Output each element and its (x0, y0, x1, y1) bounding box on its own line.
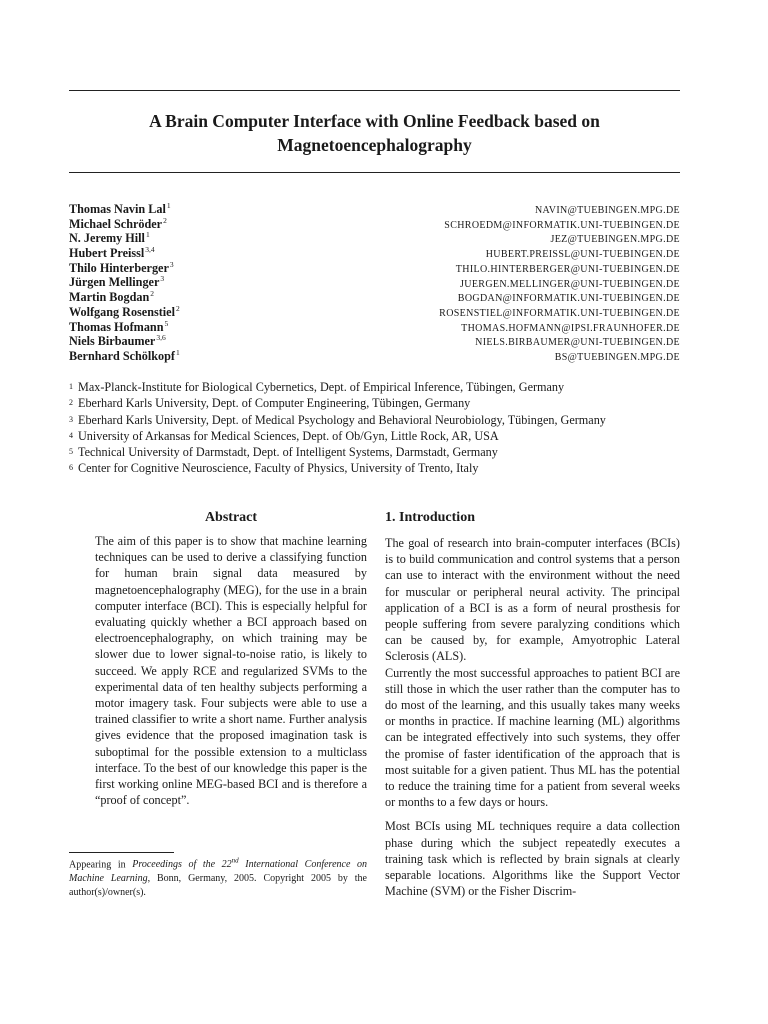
intro-paragraph-2: Currently the most successful approaches to patient BCI are still those in which the user rather than the computer has to do most of the learning, and this usually takes many weeks or months in practice. If machine learning (ML) algorithms can be integrated effectively into such systems, they offer the promise of faster identification of the approach that is most suitable for a given patient. Thus ML has the potential to reduce the training time for a patient from several weeks or months to a few days or hours. (385, 665, 680, 810)
affiliation-number: 5 (69, 447, 73, 457)
author-name-text: N. Jeremy Hill (69, 231, 145, 246)
author-email: HUBERT.PREISSL@UNI-TUEBINGEN.DE (485, 249, 680, 261)
author-email: THILO.HINTERBERGER@UNI-TUEBINGEN.DE (455, 263, 680, 275)
title-line-1: A Brain Computer Interface with Online Feedback based on (149, 111, 600, 131)
footnote-suffix: , Bonn, Germany, 2005. Copyright 2005 by the author(s)/owner(s). (69, 872, 367, 898)
affiliation-number: 6 (69, 463, 73, 473)
paper-title (69, 109, 680, 157)
author-name-text: Wolfgang Rosenstiel (69, 304, 175, 319)
affiliation (69, 444, 689, 460)
affiliation (69, 379, 689, 395)
affiliation-number: 2 (69, 398, 73, 408)
author-affiliation-mark: 5 (164, 318, 169, 328)
author-affiliation-mark: 1 (166, 201, 171, 210)
author-email: JEZ@TUEBINGEN.MPG.DE (550, 234, 680, 246)
author-email: ROSENSTIEL@INFORMATIK.UNI-TUEBINGEN.DE (439, 307, 680, 319)
author-row (69, 199, 680, 217)
footnote (69, 855, 367, 899)
affiliation-text: Max-Planck-Institute for Biological Cybernetics, Dept. of Empirical Inference, Tübingen, Germany (78, 380, 565, 394)
author-affiliation-mark: 2 (175, 303, 180, 313)
author-affiliation-mark: 3 (160, 274, 165, 284)
author-email: BS@TUEBINGEN.MPG.DE (554, 351, 680, 363)
introduction-section (385, 509, 680, 899)
intro-paragraph-3: Most BCIs using ML techniques require a data collection phase during which the subject repeatedly executes a training task which is reflected by brain signals at clearly separable locations. Algorithms like the Support Vector Machine (SVM) or the Fisher Discrim- (385, 819, 680, 899)
footnote-venue-b: International Conference on Machine Learning (69, 859, 368, 884)
abstract-heading: Abstract (204, 510, 258, 525)
affiliation-number: 3 (69, 414, 73, 424)
author-affiliation-mark: 3,4 (145, 245, 155, 255)
affiliation (69, 428, 689, 444)
author-email: BOGDAN@INFORMATIK.UNI-TUEBINGEN.DE (457, 293, 680, 305)
intro-paragraph-1: The goal of research into brain-computer interfaces (BCIs) is to build communication and control systems that a person can use to interact with the environment without the need for muscular or peripheral neural activity. The principal application of a BCI is as a form of neural prosthesis for people suffering from severe paralyzing conditions which can be caused by, for example, Amyotrophic Lateral Sclerosis (ALS). (385, 536, 680, 664)
author-name-text: Jürgen Mellinger (69, 275, 160, 290)
title-line-2: Magnetoencephalography (277, 135, 472, 155)
top-rule (69, 90, 680, 91)
author-name-text: Michael Schröder (69, 216, 163, 231)
author-email: SCHROEDM@INFORMATIK.UNI-TUEBINGEN.DE (444, 219, 680, 231)
author-name (69, 346, 180, 364)
author-name-text: Niels Birbaumer (69, 334, 156, 349)
author-email: NAVIN@TUEBINGEN.MPG.DE (534, 205, 680, 217)
author-name-text: Thomas Hofmann (69, 319, 164, 334)
introduction-heading: 1. Introduction (385, 510, 475, 525)
abstract-text: The aim of this paper is to show that machine learning techniques can be used to derive a classifying function for human brain signal data measured by magnetoencephalography (MEG), for the use in a brain computer interface (BCI). This is especially helpful for evaluating quickly whether a BCI approach based on electroencephalography, on which training may be slower due to lower signal-to-noise ratio, is likely to succeed. We apply RCE and regularized SVMs to the experimental data of ten healthy subjects performing a motor imagery task. Four subjects were able to use a trained classifier to write a short name. Further analysis gives evidence that the proposed imagination task is suboptimal for the possible extension to a multiclass interface. To the best of our knowledge this paper is the first working online MEG-based BCI and is therefore a “proof of concept”. (95, 534, 367, 808)
author-email: JUERGEN.MELLINGER@UNI-TUEBINGEN.DE (460, 278, 680, 290)
author-list (69, 199, 680, 361)
author-name-text: Martin Bogdan (69, 290, 150, 305)
author-name-text: Thilo Hinterberger (69, 260, 169, 275)
author-email: NIELS.BIRBAUMER@UNI-TUEBINGEN.DE (475, 337, 680, 349)
title-bottom-rule (69, 172, 680, 173)
author-affiliation-mark: 3,6 (156, 333, 166, 343)
author-name-text: Thomas Navin Lal (69, 202, 166, 217)
footnote-venue-a: Proceedings of the 22 (132, 859, 232, 871)
affiliation-text: Eberhard Karls University, Dept. of Computer Engineering, Tübingen, Germany (78, 396, 471, 411)
affiliation (69, 412, 689, 428)
affiliation-text: Eberhard Karls University, Dept. of Medical Psychology and Behavioral Neurobiology, Tübingen, Germany (78, 412, 606, 427)
footnote-prefix: Appearing in (69, 859, 133, 871)
author-name-text: Hubert Preissl (69, 246, 145, 261)
affiliation-text: Center for Cognitive Neuroscience, Faculty of Physics, University of Trento, Italy (78, 461, 479, 476)
author-affiliation-mark: 3 (169, 259, 174, 269)
author-affiliation-mark: 1 (176, 347, 180, 357)
author-affiliation-mark: 2 (150, 289, 154, 299)
affiliation-number: 1 (69, 382, 73, 391)
footnote-venue-sup: nd (231, 857, 239, 865)
affiliation (69, 460, 689, 476)
abstract-section (95, 509, 367, 808)
author-name-text: Bernhard Schölkopf (69, 348, 175, 363)
affiliation-list (69, 379, 689, 477)
affiliation-text: Technical University of Darmstadt, Dept. of Intelligent Systems, Darmstadt, Germany (78, 445, 498, 460)
affiliation-text: University of Arkansas for Medical Sciences, Dept. of Ob/Gyn, Little Rock, AR, USA (78, 428, 499, 443)
author-affiliation-mark: 2 (163, 215, 167, 225)
affiliation-number: 4 (69, 430, 73, 440)
footnote-rule (69, 852, 174, 853)
author-email: THOMAS.HOFMANN@IPSI.FRAUNHOFER.DE (461, 322, 680, 334)
affiliation (69, 395, 689, 411)
author-affiliation-mark: 1 (145, 230, 150, 240)
